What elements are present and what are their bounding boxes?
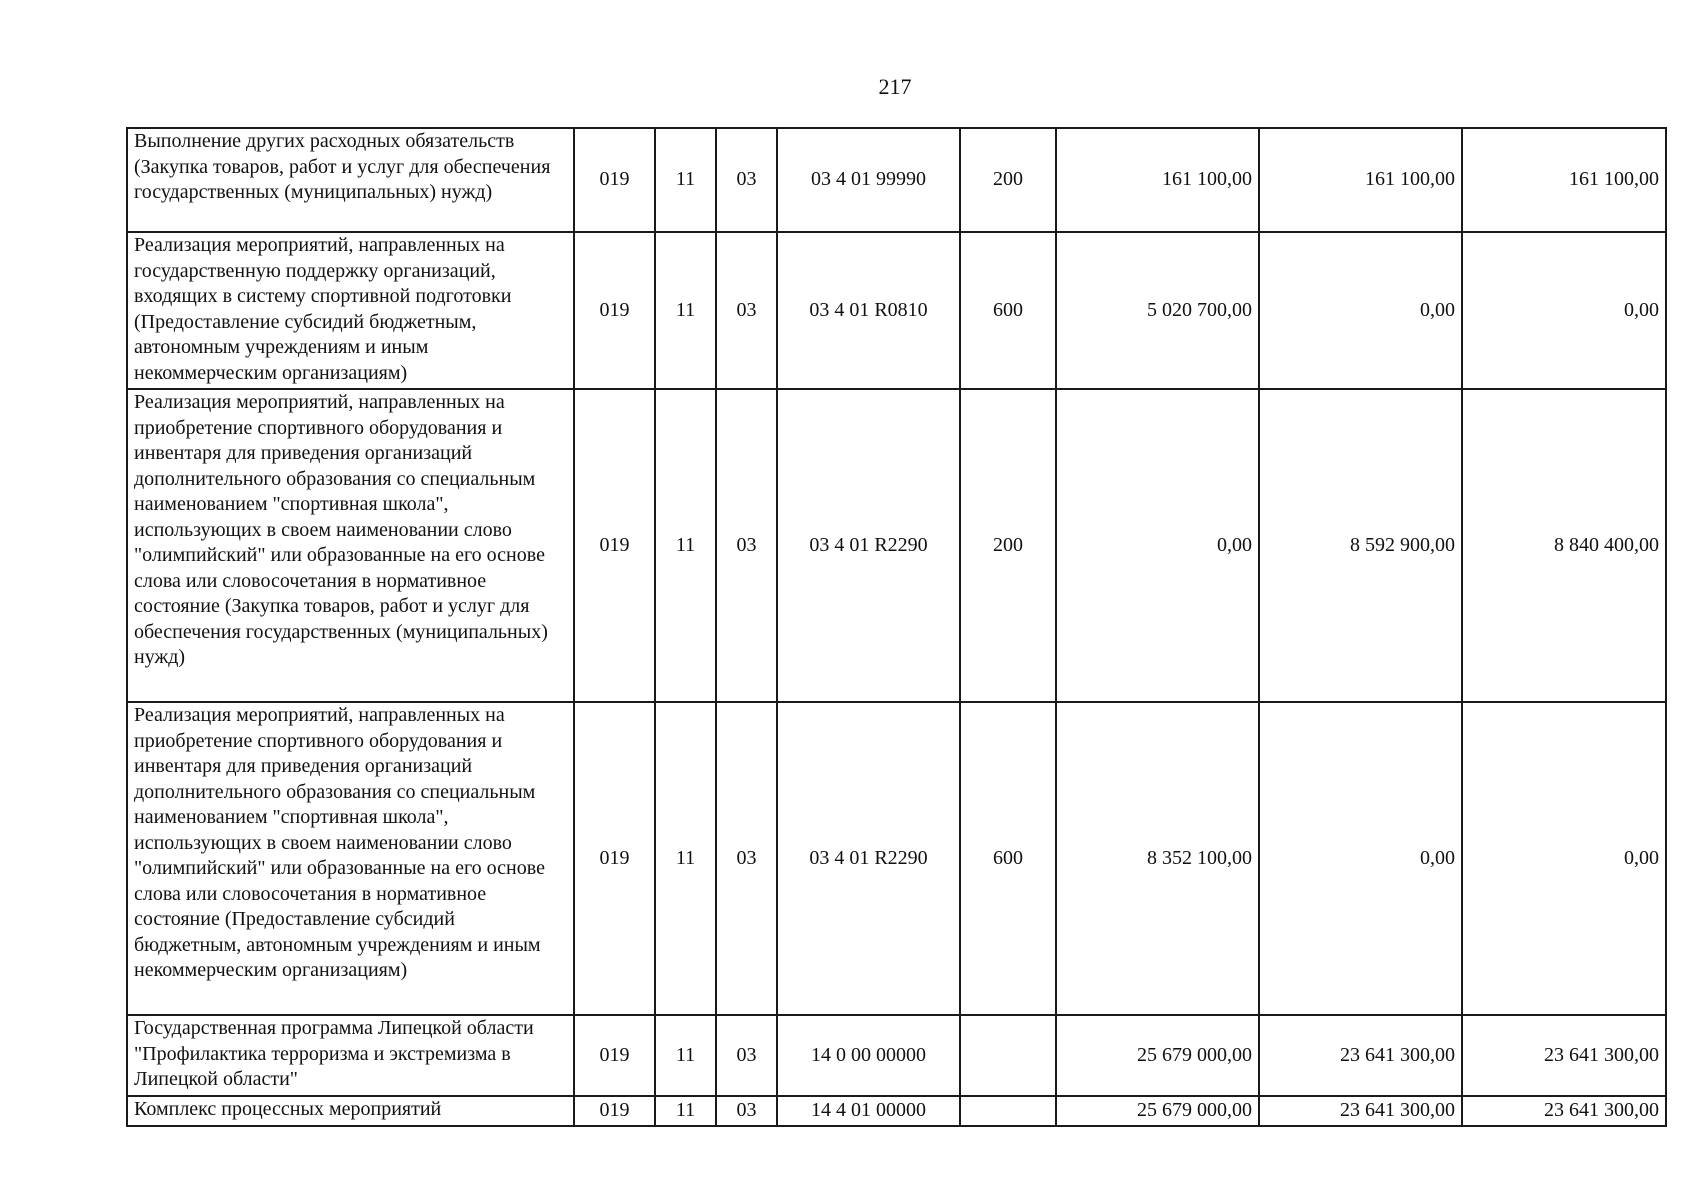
page-number: 217 — [878, 74, 912, 99]
row-description: Реализация мероприятий, направленных на приобретение спортивного оборудования и инвентаря для приведения организаций дополнительного образования со специальным наименованием "спортивная школа", использующих в своем наименовании слово "олимпийский" или образованные на его основе слова или словосочетания в нормативное состояние (Предоставление субсидий бюджетным, автономным учреждениям и иным некоммерческим организациям) — [127, 702, 574, 1015]
expense-type-code: 600 — [960, 702, 1056, 1015]
amount-year-3: 23 641 300,00 — [1462, 1015, 1666, 1096]
amount-year-2: 161 100,00 — [1259, 128, 1462, 232]
amount-year-2: 0,00 — [1259, 232, 1462, 389]
amount-year-2: 8 592 900,00 — [1259, 389, 1462, 702]
section-code: 11 — [655, 389, 716, 702]
ministry-code: 019 — [574, 128, 655, 232]
amount-year-2: 0,00 — [1259, 702, 1462, 1015]
section-code: 11 — [655, 1015, 716, 1096]
section-code: 11 — [655, 128, 716, 232]
ministry-code: 019 — [574, 389, 655, 702]
amount-year-2: 23 641 300,00 — [1259, 1096, 1462, 1126]
subsection-code: 03 — [716, 1015, 777, 1096]
ministry-code: 019 — [574, 1015, 655, 1096]
row-description: Государственная программа Липецкой области "Профилактика терроризма и экстремизма в Липецкой области" — [127, 1015, 574, 1096]
target-article-code: 03 4 01 R0810 — [777, 232, 960, 389]
subsection-code: 03 — [716, 702, 777, 1015]
row-description: Выполнение других расходных обязательств (Закупка товаров, работ и услуг для обеспечения государственных (муниципальных) нужд) — [127, 128, 574, 232]
ministry-code: 019 — [574, 1096, 655, 1126]
amount-year-1: 5 020 700,00 — [1056, 232, 1259, 389]
expense-type-code — [960, 1096, 1056, 1126]
amount-year-1: 0,00 — [1056, 389, 1259, 702]
amount-year-2: 23 641 300,00 — [1259, 1015, 1462, 1096]
row-description: Реализация мероприятий, направленных на государственную поддержку организаций, входящих в систему спортивной подготовки (Предоставление субсидий бюджетным, автономным учреждениям и иным некоммерческим организациям) — [127, 232, 574, 389]
table-row — [127, 702, 1666, 1015]
table-row — [127, 128, 1666, 232]
target-article-code: 03 4 01 99990 — [777, 128, 960, 232]
target-article-code: 14 0 00 00000 — [777, 1015, 960, 1096]
amount-year-1: 161 100,00 — [1056, 128, 1259, 232]
subsection-code: 03 — [716, 128, 777, 232]
ministry-code: 019 — [574, 232, 655, 389]
section-code: 11 — [655, 232, 716, 389]
subsection-code: 03 — [716, 1096, 777, 1126]
amount-year-3: 0,00 — [1462, 232, 1666, 389]
subsection-code: 03 — [716, 389, 777, 702]
expense-type-code — [960, 1015, 1056, 1096]
expense-type-code: 200 — [960, 128, 1056, 232]
target-article-code: 03 4 01 R2290 — [777, 389, 960, 702]
table-row — [127, 389, 1666, 702]
target-article-code: 03 4 01 R2290 — [777, 702, 960, 1015]
row-description: Комплекс процессных мероприятий — [127, 1096, 574, 1126]
section-code: 11 — [655, 702, 716, 1015]
row-description: Реализация мероприятий, направленных на приобретение спортивного оборудования и инвентаря для приведения организаций дополнительного образования со специальным наименованием "спортивная школа", использующих в своем наименовании слово "олимпийский" или образованные на его основе слова или словосочетания в нормативное состояние (Закупка товаров, работ и услуг для обеспечения государственных (муниципальных) нужд) — [127, 389, 574, 702]
amount-year-3: 161 100,00 — [1462, 128, 1666, 232]
amount-year-1: 8 352 100,00 — [1056, 702, 1259, 1015]
expense-type-code: 600 — [960, 232, 1056, 389]
amount-year-3: 0,00 — [1462, 702, 1666, 1015]
expense-type-code: 200 — [960, 389, 1056, 702]
amount-year-3: 8 840 400,00 — [1462, 389, 1666, 702]
table-row — [127, 1096, 1666, 1126]
budget-table — [126, 127, 1667, 1127]
subsection-code: 03 — [716, 232, 777, 389]
ministry-code: 019 — [574, 702, 655, 1015]
section-code: 11 — [655, 1096, 716, 1126]
amount-year-3: 23 641 300,00 — [1462, 1096, 1666, 1126]
amount-year-1: 25 679 000,00 — [1056, 1015, 1259, 1096]
table-row — [127, 1015, 1666, 1096]
amount-year-1: 25 679 000,00 — [1056, 1096, 1259, 1126]
table-row — [127, 232, 1666, 389]
target-article-code: 14 4 01 00000 — [777, 1096, 960, 1126]
